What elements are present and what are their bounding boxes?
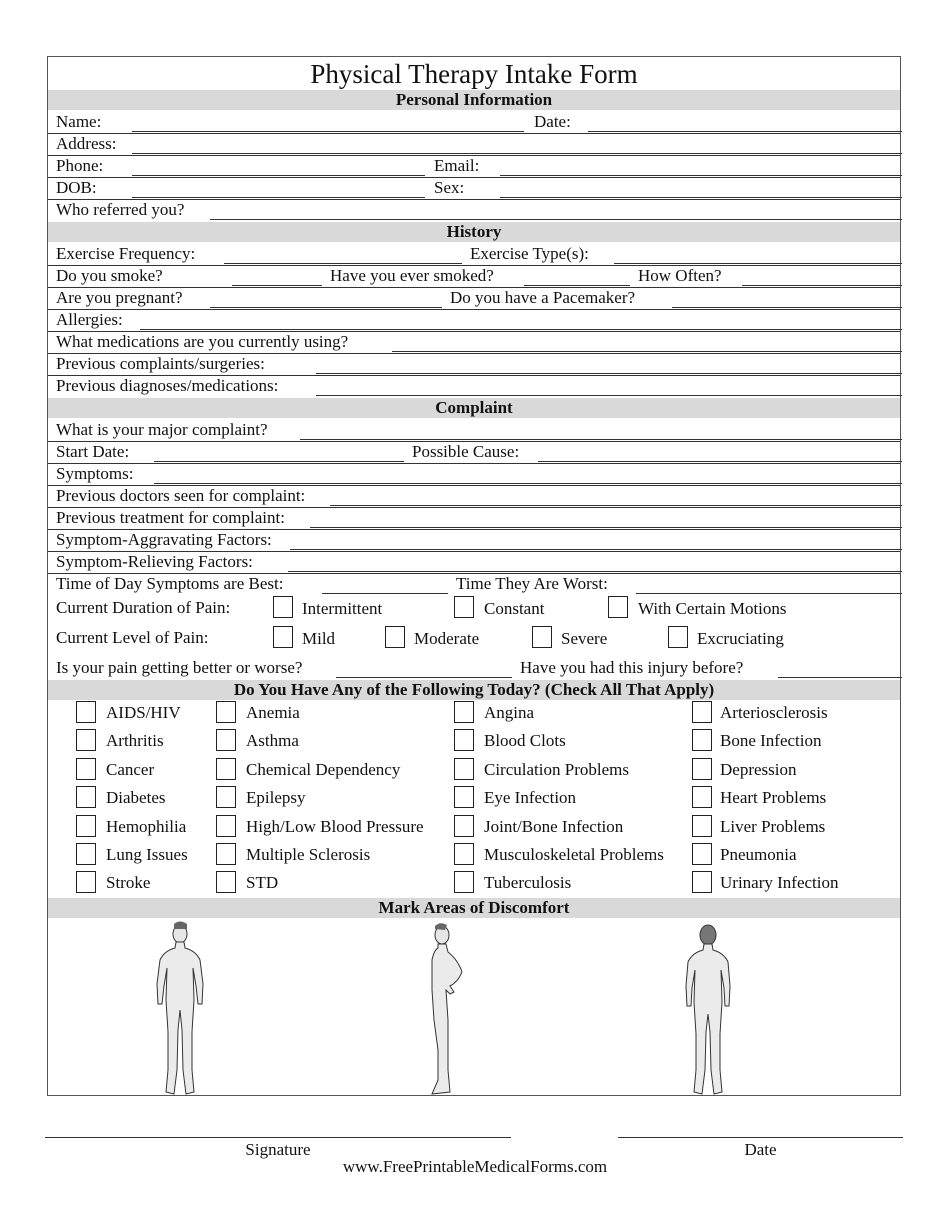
condition-label: Heart Problems xyxy=(720,788,827,808)
row-prev-complaints xyxy=(48,353,900,376)
excruciating-label: Excruciating xyxy=(697,629,784,648)
row-referred xyxy=(48,199,900,221)
condition-checkbox[interactable] xyxy=(454,815,474,837)
aggravating-field[interactable] xyxy=(290,549,902,550)
certain-motions-label: With Certain Motions xyxy=(638,599,787,618)
row-prev-diagnoses xyxy=(48,375,900,397)
condition-label: Arteriosclerosis xyxy=(720,703,828,722)
condition-checkbox[interactable] xyxy=(216,871,236,893)
condition-label: Bone Infection xyxy=(720,731,822,751)
row-medications xyxy=(48,331,900,354)
condition-checkbox[interactable] xyxy=(454,786,474,808)
row-exercise xyxy=(48,243,900,266)
condition-label: AIDS/HIV xyxy=(106,703,181,722)
condition-label: Arthritis xyxy=(106,731,164,751)
condition-label: High/Low Blood Pressure xyxy=(246,816,424,836)
better-worse-field[interactable] xyxy=(336,677,512,678)
condition-checkbox[interactable] xyxy=(216,758,236,780)
condition-label: Anemia xyxy=(246,703,300,722)
condition-checkbox[interactable] xyxy=(692,843,712,865)
referred-field[interactable] xyxy=(210,219,902,220)
relieving-field[interactable] xyxy=(288,571,902,572)
intake-form xyxy=(47,56,901,1096)
exercise-frequency-label: Exercise Frequency: xyxy=(56,244,196,263)
major-complaint-field[interactable] xyxy=(300,439,902,440)
condition-label: Eye Infection xyxy=(484,788,577,808)
dob-label: DOB: xyxy=(56,178,97,197)
condition-label: Cancer xyxy=(106,759,155,779)
condition-label: Chemical Dependency xyxy=(246,759,401,779)
signature-label: Signature xyxy=(245,1140,311,1159)
condition-checkbox[interactable] xyxy=(692,729,712,751)
row-start-cause xyxy=(48,441,900,464)
sex-label: Sex: xyxy=(434,178,465,197)
website-url: www.FreePrintableMedicalForms.com xyxy=(342,1157,608,1176)
condition-checkbox[interactable] xyxy=(216,815,236,837)
major-complaint-label: What is your major complaint? xyxy=(56,420,268,439)
condition-label: Tuberculosis xyxy=(484,873,572,893)
severe-label: Severe xyxy=(561,629,608,648)
mild-label: Mild xyxy=(302,629,336,648)
constant-checkbox[interactable] xyxy=(454,596,474,618)
allergies-label: Allergies: xyxy=(56,310,123,329)
date-signed-label: Date xyxy=(744,1140,777,1159)
condition-checkbox[interactable] xyxy=(692,701,712,723)
condition-label: Hemophilia xyxy=(106,816,187,836)
prev-diagnoses-field[interactable] xyxy=(316,395,902,396)
row-aggravating xyxy=(48,529,900,552)
symptoms-field[interactable] xyxy=(154,483,902,484)
address-field[interactable] xyxy=(132,153,902,154)
row-allergies xyxy=(48,309,900,332)
exercise-frequency-field[interactable] xyxy=(224,263,462,264)
section-discomfort: Mark Areas of Discomfort xyxy=(48,898,900,918)
condition-checkbox[interactable] xyxy=(216,701,236,723)
condition-label: Musculoskeletal Problems xyxy=(484,845,664,864)
condition-label: Asthma xyxy=(246,731,299,751)
previous-doctors-field[interactable] xyxy=(330,505,902,506)
time-best-label: Time of Day Symptoms are Best: xyxy=(56,574,284,593)
prev-diagnoses-label: Previous diagnoses/medications: xyxy=(56,376,279,395)
condition-checkbox[interactable] xyxy=(454,871,474,893)
row-treatment xyxy=(48,507,900,530)
injury-before-label: Have you had this injury before? xyxy=(520,658,744,677)
how-often-label: How Often? xyxy=(638,266,722,285)
condition-checkbox[interactable] xyxy=(692,758,712,780)
body-front-figure[interactable] xyxy=(136,920,216,1096)
moderate-checkbox[interactable] xyxy=(385,626,405,648)
previous-treatment-field[interactable] xyxy=(310,527,902,528)
mild-checkbox[interactable] xyxy=(273,626,293,648)
section-personal-information: Personal Information xyxy=(48,90,900,110)
condition-label: Multiple Sclerosis xyxy=(246,845,371,864)
smoke-label: Do you smoke? xyxy=(56,266,163,285)
section-complaint: Complaint xyxy=(48,398,900,418)
intermittent-label: Intermittent xyxy=(302,599,383,618)
condition-label: Lung Issues xyxy=(106,845,188,864)
condition-checkbox[interactable] xyxy=(692,871,712,893)
row-symptoms xyxy=(48,463,900,486)
condition-label: Pneumonia xyxy=(720,845,797,864)
section-history: History xyxy=(48,222,900,242)
pregnant-field[interactable] xyxy=(210,307,442,308)
condition-label: Angina xyxy=(484,703,535,722)
condition-label: Epilepsy xyxy=(246,788,306,808)
pacemaker-field[interactable] xyxy=(672,307,902,308)
condition-label: Urinary Infection xyxy=(720,873,839,893)
condition-checkbox[interactable] xyxy=(216,786,236,808)
condition-checkbox[interactable] xyxy=(692,786,712,808)
form-title: Physical Therapy Intake Form xyxy=(310,59,638,89)
injury-before-field[interactable] xyxy=(778,677,902,678)
row-relieving xyxy=(48,551,900,574)
condition-checkbox[interactable] xyxy=(454,729,474,751)
condition-checkbox[interactable] xyxy=(76,786,96,808)
previous-treatment-label: Previous treatment for complaint: xyxy=(56,508,285,527)
address-label: Address: xyxy=(56,134,117,153)
possible-cause-field[interactable] xyxy=(538,461,902,462)
condition-label: Stroke xyxy=(106,873,151,893)
phone-label: Phone: xyxy=(56,156,104,175)
start-date-label: Start Date: xyxy=(56,442,130,461)
certain-motions-checkbox[interactable] xyxy=(608,596,628,618)
how-often-field[interactable] xyxy=(742,285,902,286)
medications-label: What medications are you currently using? xyxy=(56,332,349,351)
previous-doctors-label: Previous doctors seen for complaint: xyxy=(56,486,306,505)
row-better-injury xyxy=(48,657,900,679)
pregnant-label: Are you pregnant? xyxy=(56,288,183,307)
condition-label: Blood Clots xyxy=(484,731,566,751)
relieving-label: Symptom-Relieving Factors: xyxy=(56,552,253,571)
date-field[interactable] xyxy=(588,131,902,132)
sex-field[interactable] xyxy=(500,197,902,198)
condition-label: Diabetes xyxy=(106,788,166,808)
moderate-label: Moderate xyxy=(414,629,480,648)
time-worst-field[interactable] xyxy=(636,593,902,594)
pain-level-label: Current Level of Pain: xyxy=(56,628,209,647)
email-field[interactable] xyxy=(500,175,902,176)
condition-checkbox[interactable] xyxy=(454,843,474,865)
condition-checkbox[interactable] xyxy=(454,758,474,780)
constant-label: Constant xyxy=(484,599,545,618)
time-worst-label: Time They Are Worst: xyxy=(456,574,608,593)
condition-checkbox[interactable] xyxy=(454,701,474,723)
email-label: Email: xyxy=(434,156,480,175)
row-smoking xyxy=(48,265,900,288)
condition-label: Circulation Problems xyxy=(484,759,629,779)
date-signed-line[interactable] xyxy=(618,1137,903,1138)
aggravating-label: Symptom-Aggravating Factors: xyxy=(56,530,272,549)
pain-duration-label: Current Duration of Pain: xyxy=(56,598,231,617)
excruciating-checkbox[interactable] xyxy=(668,626,688,648)
row-name-date xyxy=(48,111,900,134)
name-label: Name: xyxy=(56,112,102,131)
section-conditions: Do You Have Any of the Following Today? (Check All That Apply) xyxy=(48,680,900,700)
row-doctors xyxy=(48,485,900,508)
ever-smoked-field[interactable] xyxy=(524,285,630,286)
condition-checkbox[interactable] xyxy=(76,815,96,837)
prev-complaints-label: Previous complaints/surgeries: xyxy=(56,354,265,373)
pacemaker-label: Do you have a Pacemaker? xyxy=(450,288,636,307)
condition-checkbox[interactable] xyxy=(76,758,96,780)
exercise-type-field[interactable] xyxy=(614,263,902,264)
allergies-field[interactable] xyxy=(140,329,902,330)
body-back-figure[interactable] xyxy=(668,920,748,1096)
condition-checkbox[interactable] xyxy=(76,843,96,865)
severe-checkbox[interactable] xyxy=(532,626,552,648)
condition-checkbox[interactable] xyxy=(76,701,96,723)
row-address xyxy=(48,133,900,156)
referred-label: Who referred you? xyxy=(56,200,185,219)
condition-checkbox[interactable] xyxy=(216,843,236,865)
better-worse-label: Is your pain getting better or worse? xyxy=(56,658,303,677)
symptoms-label: Symptoms: xyxy=(56,464,134,483)
condition-checkbox[interactable] xyxy=(76,871,96,893)
condition-label: Joint/Bone Infection xyxy=(484,816,624,836)
body-side-figure[interactable] xyxy=(418,920,488,1096)
time-best-field[interactable] xyxy=(322,593,448,594)
condition-label: Depression xyxy=(720,759,797,779)
condition-checkbox[interactable] xyxy=(216,729,236,751)
possible-cause-label: Possible Cause: xyxy=(412,442,520,461)
intermittent-checkbox[interactable] xyxy=(273,596,293,618)
row-pregnant-pacemaker xyxy=(48,287,900,310)
row-phone-email xyxy=(48,155,900,178)
phone-field[interactable] xyxy=(132,175,425,176)
signature-line[interactable] xyxy=(45,1137,511,1138)
row-major-complaint xyxy=(48,419,900,442)
exercise-type-label: Exercise Type(s): xyxy=(470,244,589,263)
start-date-field[interactable] xyxy=(154,461,404,462)
date-label: Date: xyxy=(534,112,571,131)
name-field[interactable] xyxy=(132,131,524,132)
condition-label: STD xyxy=(246,873,279,893)
body-diagram-area[interactable] xyxy=(48,918,900,1096)
dob-field[interactable] xyxy=(132,197,425,198)
condition-checkbox[interactable] xyxy=(76,729,96,751)
medications-field[interactable] xyxy=(392,351,902,352)
condition-checkbox[interactable] xyxy=(692,815,712,837)
row-dob-sex xyxy=(48,177,900,200)
ever-smoked-label: Have you ever smoked? xyxy=(330,266,494,285)
smoke-field[interactable] xyxy=(232,285,322,286)
prev-complaints-field[interactable] xyxy=(316,373,902,374)
row-best-worst xyxy=(48,573,900,595)
condition-label: Liver Problems xyxy=(720,816,826,836)
